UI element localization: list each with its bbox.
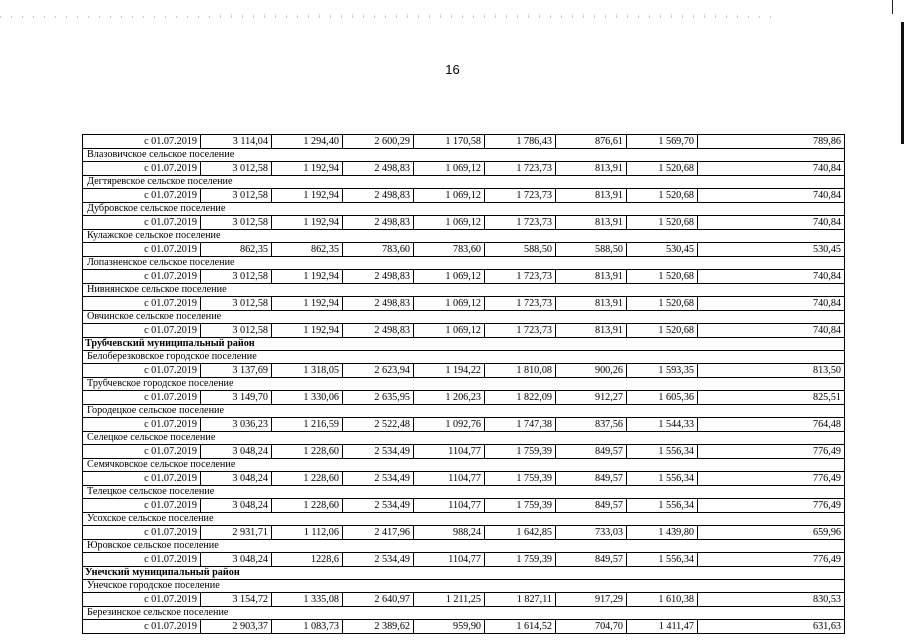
- value-cell: 1 786,43: [485, 135, 556, 149]
- settlement-row: [83, 176, 845, 189]
- value-cell: 783,60: [343, 243, 414, 257]
- value-cell: 3 137,69: [201, 364, 272, 378]
- value-cell: 776,49: [698, 553, 845, 567]
- value-cell: 1 216,59: [272, 418, 343, 432]
- table-row: [83, 391, 845, 405]
- value-cell: 1 083,73: [272, 620, 343, 634]
- settlement-name: Унечское городское поселение: [83, 580, 845, 593]
- value-cell: 2 498,83: [343, 189, 414, 203]
- date-cell: с 01.07.2019: [83, 391, 201, 405]
- value-cell: 1 192,94: [272, 162, 343, 176]
- table-row: [83, 216, 845, 230]
- table-row: [83, 620, 845, 634]
- settlement-row: [83, 351, 845, 364]
- value-cell: 1 228,60: [272, 499, 343, 513]
- value-cell: 876,61: [556, 135, 627, 149]
- settlement-row: [83, 257, 845, 270]
- date-cell: с 01.07.2019: [83, 297, 201, 311]
- value-cell: 740,84: [698, 216, 845, 230]
- value-cell: 3 012,58: [201, 297, 272, 311]
- value-cell: 825,51: [698, 391, 845, 405]
- value-cell: 2 931,71: [201, 526, 272, 540]
- value-cell: 2 635,95: [343, 391, 414, 405]
- value-cell: 813,91: [556, 216, 627, 230]
- value-cell: 988,24: [414, 526, 485, 540]
- value-cell: 830,53: [698, 593, 845, 607]
- value-cell: 789,86: [698, 135, 845, 149]
- table-row: [83, 324, 845, 338]
- value-cell: 1 759,39: [485, 499, 556, 513]
- table-row: [83, 135, 845, 149]
- settlement-row: [83, 540, 845, 553]
- value-cell: 1 556,34: [627, 553, 698, 567]
- value-cell: 1 228,60: [272, 472, 343, 486]
- value-cell: 3 048,24: [201, 445, 272, 459]
- value-cell: 1 192,94: [272, 324, 343, 338]
- value-cell: 1 723,73: [485, 270, 556, 284]
- value-cell: 813,91: [556, 324, 627, 338]
- value-cell: 2 498,83: [343, 270, 414, 284]
- value-cell: 3 012,58: [201, 270, 272, 284]
- table-row: [83, 472, 845, 486]
- value-cell: 3 114,04: [201, 135, 272, 149]
- value-cell: 3 012,58: [201, 189, 272, 203]
- value-cell: 3 154,72: [201, 593, 272, 607]
- value-cell: 1 330,06: [272, 391, 343, 405]
- value-cell: 631,63: [698, 620, 845, 634]
- date-cell: с 01.07.2019: [83, 526, 201, 540]
- table-row: [83, 593, 845, 607]
- district-row: [83, 567, 845, 580]
- value-cell: 1 723,73: [485, 297, 556, 311]
- value-cell: 1 112,06: [272, 526, 343, 540]
- value-cell: 1 520,68: [627, 189, 698, 203]
- settlement-name: Овчинское сельское поселение: [83, 311, 845, 324]
- value-cell: 1 411,47: [627, 620, 698, 634]
- settlement-row: [83, 230, 845, 243]
- value-cell: 900,26: [556, 364, 627, 378]
- value-cell: 3 036,23: [201, 418, 272, 432]
- value-cell: 1 192,94: [272, 189, 343, 203]
- settlement-name: Юровское сельское поселение: [83, 540, 845, 553]
- value-cell: 2 389,62: [343, 620, 414, 634]
- settlement-name: Березинское сельское поселение: [83, 607, 845, 620]
- date-cell: с 01.07.2019: [83, 324, 201, 338]
- value-cell: 1 544,33: [627, 418, 698, 432]
- value-cell: 813,91: [556, 297, 627, 311]
- value-cell: 2 600,29: [343, 135, 414, 149]
- value-cell: 1 614,52: [485, 620, 556, 634]
- value-cell: 2 534,49: [343, 499, 414, 513]
- value-cell: 1 439,80: [627, 526, 698, 540]
- date-cell: с 01.07.2019: [83, 593, 201, 607]
- date-cell: с 01.07.2019: [83, 472, 201, 486]
- value-cell: 704,70: [556, 620, 627, 634]
- table-row: [83, 243, 845, 257]
- date-cell: с 01.07.2019: [83, 135, 201, 149]
- value-cell: 1 759,39: [485, 445, 556, 459]
- page-number: 16: [445, 62, 460, 77]
- value-cell: 1 092,76: [414, 418, 485, 432]
- value-cell: 740,84: [698, 162, 845, 176]
- value-cell: 1 610,38: [627, 593, 698, 607]
- value-cell: 1 723,73: [485, 189, 556, 203]
- value-cell: 837,56: [556, 418, 627, 432]
- value-cell: 1 520,68: [627, 162, 698, 176]
- value-cell: 3 012,58: [201, 324, 272, 338]
- date-cell: с 01.07.2019: [83, 270, 201, 284]
- table-row: [83, 270, 845, 284]
- date-cell: с 01.07.2019: [83, 445, 201, 459]
- tariff-table: [82, 134, 845, 634]
- value-cell: 1 556,34: [627, 445, 698, 459]
- settlement-name: Усохское сельское поселение: [83, 513, 845, 526]
- table-row: [83, 418, 845, 432]
- value-cell: 776,49: [698, 472, 845, 486]
- value-cell: 1 723,73: [485, 216, 556, 230]
- value-cell: 862,35: [201, 243, 272, 257]
- settlement-row: [83, 311, 845, 324]
- settlement-name: Нивнянское сельское поселение: [83, 284, 845, 297]
- value-cell: 1 520,68: [627, 216, 698, 230]
- value-cell: 2 534,49: [343, 472, 414, 486]
- settlement-row: [83, 203, 845, 216]
- value-cell: 1 556,34: [627, 472, 698, 486]
- value-cell: 3 048,24: [201, 499, 272, 513]
- table-row: [83, 189, 845, 203]
- settlement-row: [83, 432, 845, 445]
- value-cell: 3 012,58: [201, 162, 272, 176]
- value-cell: 1 194,22: [414, 364, 485, 378]
- settlement-name: Семячковское сельское поселение: [83, 459, 845, 472]
- date-cell: с 01.07.2019: [83, 189, 201, 203]
- value-cell: 1 294,40: [272, 135, 343, 149]
- settlement-row: [83, 580, 845, 593]
- value-cell: 1104,77: [414, 553, 485, 567]
- value-cell: 1 747,38: [485, 418, 556, 432]
- value-cell: 1 069,12: [414, 189, 485, 203]
- district-name: Трубчевский муниципальный район: [83, 338, 845, 351]
- value-cell: 1 520,68: [627, 297, 698, 311]
- value-cell: 588,50: [485, 243, 556, 257]
- value-cell: 2 498,83: [343, 162, 414, 176]
- value-cell: 740,84: [698, 189, 845, 203]
- value-cell: 740,84: [698, 270, 845, 284]
- value-cell: 1 759,39: [485, 553, 556, 567]
- value-cell: 1 520,68: [627, 324, 698, 338]
- value-cell: 1 069,12: [414, 216, 485, 230]
- value-cell: 3 149,70: [201, 391, 272, 405]
- settlement-row: [83, 459, 845, 472]
- settlement-row: [83, 284, 845, 297]
- value-cell: 1 593,35: [627, 364, 698, 378]
- settlement-row: [83, 607, 845, 620]
- value-cell: 764,48: [698, 418, 845, 432]
- value-cell: 1 069,12: [414, 297, 485, 311]
- value-cell: 530,45: [627, 243, 698, 257]
- settlement-name: Влазовичское сельское поселение: [83, 149, 845, 162]
- scan-edge-mark: [892, 0, 905, 14]
- value-cell: 1 723,73: [485, 162, 556, 176]
- table-row: [83, 364, 845, 378]
- value-cell: 1 069,12: [414, 324, 485, 338]
- value-cell: 813,91: [556, 162, 627, 176]
- value-cell: 1 170,58: [414, 135, 485, 149]
- value-cell: 1 810,08: [485, 364, 556, 378]
- value-cell: 1 827,11: [485, 593, 556, 607]
- value-cell: 1104,77: [414, 499, 485, 513]
- settlement-name: Дубровское сельское поселение: [83, 203, 845, 216]
- scan-noise: [220, 14, 740, 16]
- settlement-name: Кулажское сельское поселение: [83, 230, 845, 243]
- value-cell: 813,91: [556, 189, 627, 203]
- value-cell: 2 498,83: [343, 216, 414, 230]
- date-cell: с 01.07.2019: [83, 553, 201, 567]
- table-row: [83, 526, 845, 540]
- value-cell: 862,35: [272, 243, 343, 257]
- value-cell: 733,03: [556, 526, 627, 540]
- table-row: [83, 499, 845, 513]
- value-cell: 917,29: [556, 593, 627, 607]
- value-cell: 1 822,09: [485, 391, 556, 405]
- settlement-row: [83, 513, 845, 526]
- value-cell: 1228,6: [272, 553, 343, 567]
- value-cell: 659,96: [698, 526, 845, 540]
- value-cell: 1 723,73: [485, 324, 556, 338]
- settlement-row: [83, 486, 845, 499]
- date-cell: с 01.07.2019: [83, 418, 201, 432]
- value-cell: 1 335,08: [272, 593, 343, 607]
- value-cell: 1 069,12: [414, 270, 485, 284]
- value-cell: 588,50: [556, 243, 627, 257]
- value-cell: 813,91: [556, 270, 627, 284]
- value-cell: 740,84: [698, 324, 845, 338]
- value-cell: 1 192,94: [272, 270, 343, 284]
- date-cell: с 01.07.2019: [83, 364, 201, 378]
- value-cell: 1 569,70: [627, 135, 698, 149]
- scan-edge-bar: [901, 22, 904, 144]
- value-cell: 1 206,23: [414, 391, 485, 405]
- table-row: [83, 445, 845, 459]
- value-cell: 1 318,05: [272, 364, 343, 378]
- value-cell: 1 211,25: [414, 593, 485, 607]
- value-cell: 2 640,97: [343, 593, 414, 607]
- settlement-name: Селецкое сельское поселение: [83, 432, 845, 445]
- value-cell: 849,57: [556, 445, 627, 459]
- date-cell: с 01.07.2019: [83, 162, 201, 176]
- value-cell: 530,45: [698, 243, 845, 257]
- scan-noise: [0, 16, 780, 18]
- value-cell: 1 520,68: [627, 270, 698, 284]
- value-cell: 1 759,39: [485, 472, 556, 486]
- value-cell: 849,57: [556, 553, 627, 567]
- value-cell: 2 534,49: [343, 553, 414, 567]
- settlement-name: Лопазненское сельское поселение: [83, 257, 845, 270]
- value-cell: 2 417,96: [343, 526, 414, 540]
- value-cell: 3 048,24: [201, 472, 272, 486]
- value-cell: 2 498,83: [343, 297, 414, 311]
- value-cell: 849,57: [556, 499, 627, 513]
- value-cell: 1 605,36: [627, 391, 698, 405]
- value-cell: 740,84: [698, 297, 845, 311]
- date-cell: с 01.07.2019: [83, 499, 201, 513]
- date-cell: с 01.07.2019: [83, 216, 201, 230]
- value-cell: 813,50: [698, 364, 845, 378]
- value-cell: 3 048,24: [201, 553, 272, 567]
- date-cell: с 01.07.2019: [83, 243, 201, 257]
- settlement-row: [83, 149, 845, 162]
- table-row: [83, 162, 845, 176]
- value-cell: 1104,77: [414, 472, 485, 486]
- value-cell: 783,60: [414, 243, 485, 257]
- settlement-name: Городецкое сельское поселение: [83, 405, 845, 418]
- date-cell: с 01.07.2019: [83, 620, 201, 634]
- value-cell: 2 623,94: [343, 364, 414, 378]
- settlement-name: Белоберезковское городское поселение: [83, 351, 845, 364]
- value-cell: 1 642,85: [485, 526, 556, 540]
- value-cell: 2 522,48: [343, 418, 414, 432]
- value-cell: 1 192,94: [272, 216, 343, 230]
- value-cell: 1104,77: [414, 445, 485, 459]
- value-cell: 959,90: [414, 620, 485, 634]
- value-cell: 1 228,60: [272, 445, 343, 459]
- value-cell: 2 534,49: [343, 445, 414, 459]
- value-cell: 1 069,12: [414, 162, 485, 176]
- value-cell: 849,57: [556, 472, 627, 486]
- value-cell: 776,49: [698, 445, 845, 459]
- value-cell: 912,27: [556, 391, 627, 405]
- value-cell: 3 012,58: [201, 216, 272, 230]
- district-name: Унечский муниципальный район: [83, 567, 845, 580]
- settlement-name: Трубчевское городское поселение: [83, 378, 845, 391]
- value-cell: 1 556,34: [627, 499, 698, 513]
- settlement-row: [83, 378, 845, 391]
- value-cell: 1 192,94: [272, 297, 343, 311]
- table-row: [83, 297, 845, 311]
- settlement-name: Телецкое сельское поселение: [83, 486, 845, 499]
- settlement-row: [83, 405, 845, 418]
- value-cell: 776,49: [698, 499, 845, 513]
- district-row: [83, 338, 845, 351]
- table-row: [83, 553, 845, 567]
- value-cell: 2 903,37: [201, 620, 272, 634]
- value-cell: 2 498,83: [343, 324, 414, 338]
- settlement-name: Дегтяревское сельское поселение: [83, 176, 845, 189]
